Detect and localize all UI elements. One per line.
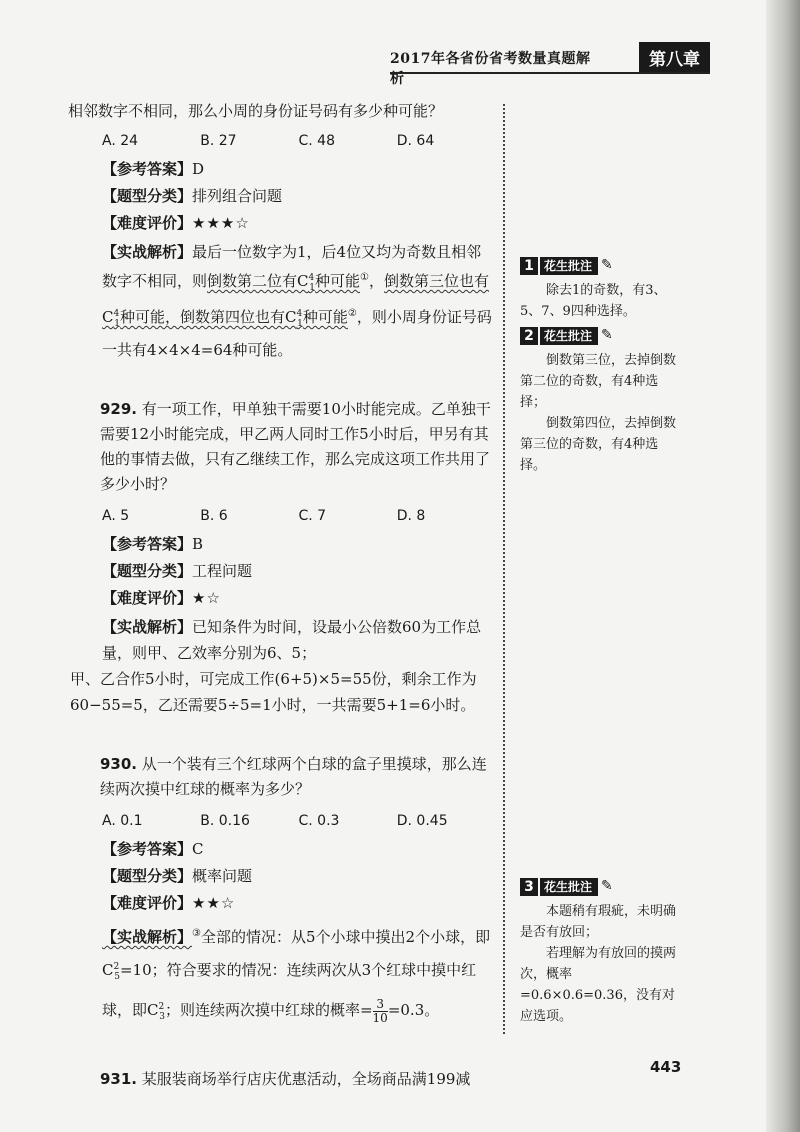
note-line: 本题稍有瑕疵，未明确是否有放回； — [520, 904, 677, 940]
q928-question-tail: 相邻数字不相同，那么小周的身份证号码有多少种可能？ — [68, 102, 444, 120]
analysis-label: 【实战解析】 — [102, 243, 193, 261]
comb-sup-3: 4 — [296, 309, 303, 319]
q929-option-b: B. 6 — [200, 508, 228, 524]
q929-number: 929. — [100, 400, 138, 418]
answer-label: 【参考答案】 — [102, 840, 193, 858]
type-value: 工程问题 — [192, 562, 253, 580]
q929-text: 有一项工作，甲单独干需要10小时能完成。乙单独干需要12小时能完成，甲乙两人同时工作5小时后，甲另有其他的事情去做，只有乙继续工作，那么完成这项工作共用了多少小时？ — [100, 400, 491, 493]
q930-question — [100, 752, 495, 802]
answer-label: 【参考答案】 — [102, 160, 193, 178]
q931-text: 某服装商场举行店庆优惠活动，全场商品满199减 — [141, 1070, 471, 1088]
q929-analysis-2: 甲、乙合作5小时，可完成工作(6+5)×5=55份，剩余工作为60−55=5，乙还需要5÷5=1小时，一共需要5+1=6小时。 — [70, 670, 477, 714]
q928-option-d: D. 64 — [396, 133, 435, 149]
chapter-badge: 第八章 — [639, 42, 710, 73]
q929-option-c: C. 7 — [298, 508, 327, 524]
analysis-text-4: =0.3。 — [387, 1001, 440, 1019]
q928-option-a: A. 24 — [102, 133, 139, 149]
q928-difficulty — [102, 212, 495, 235]
main-column — [70, 100, 495, 1090]
comb-sup-2: 4 — [113, 309, 120, 319]
note-number: 1 — [520, 257, 538, 275]
fraction-denominator: 10 — [372, 1010, 388, 1025]
page-number: 443 — [650, 1058, 682, 1076]
type-label: 【题型分类】 — [102, 187, 193, 205]
q930-option-d: D. 0.45 — [396, 813, 448, 829]
note-ref-3: ③ — [192, 928, 201, 939]
type-label: 【题型分类】 — [102, 867, 193, 885]
type-value: 概率问题 — [192, 867, 253, 885]
comb-sub-2: 1 — [114, 319, 120, 329]
q928-option-b: B. 27 — [200, 133, 237, 149]
side-note-3 — [520, 876, 678, 1027]
note-heading — [520, 255, 678, 276]
header-title: 2017年各省份省考数量真题解析 — [390, 51, 591, 87]
answer-value: C — [192, 840, 204, 858]
analysis-label: 【实战解析】 — [102, 618, 193, 636]
q931-number: 931. — [100, 1070, 138, 1088]
q930-option-c: C. 0.3 — [298, 813, 340, 829]
comb-sub: 1 — [309, 283, 315, 293]
peanut-pen-icon: ✎ — [601, 878, 613, 894]
q928-options — [102, 130, 495, 152]
q928-type — [102, 185, 495, 208]
q930-difficulty — [102, 892, 495, 915]
analysis-text-2: =10；符合要求的情况：连续两次从3个红球中摸中红球，即C — [102, 961, 477, 1019]
side-note-2 — [520, 325, 678, 476]
note-line: 倒数第三位，去掉倒数第二位的奇数，有4种选择； — [520, 353, 677, 410]
q930-option-a: A. 0.1 — [102, 813, 143, 829]
analysis-text-a: 最后一位数字为1，后4位又均为奇数且相邻数字不相同，则 — [102, 243, 482, 290]
comb-sup: 4 — [308, 273, 315, 283]
analysis-text-b: 倒数第二位有C — [207, 272, 309, 290]
analysis-text-h: ，则小周身份证号码一共有4×4×4=64种可能。 — [102, 308, 492, 359]
comb-sub-2: 3 — [159, 1012, 165, 1022]
answer-label: 【参考答案】 — [102, 535, 193, 553]
analysis-text-1: 已知条件为时间，设最小公倍数60为工作总量，则甲、乙效率分别为6、5； — [102, 618, 482, 662]
note-line: 若理解为有放回的摸两次，概率=0.6×0.6=0.36，没有对应选项。 — [520, 946, 677, 1024]
q930-answer — [102, 838, 495, 861]
difficulty-label: 【难度评价】 — [102, 589, 193, 607]
difficulty-stars: ★☆ — [192, 589, 221, 607]
q930-option-b: B. 0.16 — [200, 813, 250, 829]
note-label: 花生批注 — [540, 257, 598, 275]
probability-fraction — [373, 998, 388, 1025]
q930-type — [102, 865, 495, 888]
comb-sup-2: 2 — [158, 1002, 165, 1012]
q929-option-a: A. 5 — [102, 508, 130, 524]
note-label: 花生批注 — [540, 878, 598, 896]
q929-type — [102, 560, 495, 583]
note-heading — [520, 876, 678, 897]
analysis-text-e: 倒数第三位也有C — [102, 272, 489, 326]
analysis-text-f: 种可能，倒数第四位也有C — [119, 308, 297, 326]
analysis-label: 【实战解析】 — [102, 928, 193, 946]
peanut-pen-icon: ✎ — [601, 257, 613, 273]
analysis-text-c: 种可能 — [314, 272, 360, 290]
peanut-pen-icon: ✎ — [601, 327, 613, 343]
q930-analysis — [102, 919, 495, 1032]
note-label: 花生批注 — [540, 327, 598, 345]
q929-difficulty — [102, 587, 495, 610]
type-label: 【题型分类】 — [102, 562, 193, 580]
q928-analysis — [102, 239, 495, 363]
difficulty-stars: ★★★☆ — [192, 214, 250, 232]
difficulty-label: 【难度评价】 — [102, 894, 193, 912]
comb-sub-3: 1 — [297, 319, 303, 329]
note-number: 2 — [520, 327, 538, 345]
running-header — [390, 42, 710, 87]
difficulty-stars: ★★☆ — [192, 894, 236, 912]
note-heading — [520, 325, 678, 346]
analysis-text-d: ， — [368, 272, 384, 290]
q930-text: 从一个装有三个红球两个白球的盒子里摸球，那么连续两次摸中红球的概率为多少？ — [100, 755, 487, 798]
q931-question — [100, 1068, 495, 1090]
analysis-text-g: 种可能 — [302, 308, 348, 326]
difficulty-label: 【难度评价】 — [102, 214, 193, 232]
answer-value: B — [192, 535, 204, 553]
note-ref-1: ① — [359, 272, 369, 283]
page-edge-shadow — [766, 0, 800, 1132]
q929-answer — [102, 533, 495, 556]
q930-options — [102, 810, 495, 832]
comb-sub: 5 — [114, 972, 120, 982]
analysis-text-1: 全部的情况：从5个小球中摸出2个小球，即C — [102, 928, 491, 979]
q929-question — [100, 397, 495, 497]
note-line: 倒数第四位，去掉倒数第三位的奇数，有4种选择。 — [520, 416, 677, 473]
q928-answer — [102, 158, 495, 181]
fraction-numerator: 3 — [373, 998, 388, 1012]
analysis-text-3: ；则连续两次摸中红球的概率= — [164, 1001, 373, 1019]
q929-analysis — [102, 614, 495, 666]
answer-value: D — [192, 160, 205, 178]
q929-options — [102, 505, 495, 527]
note-number: 3 — [520, 878, 538, 896]
type-value: 排列组合问题 — [192, 187, 283, 205]
note-ref-2: ② — [347, 308, 357, 319]
q930-number: 930. — [100, 755, 138, 773]
analysis-underlined-1 — [207, 272, 360, 293]
q929-option-d: D. 8 — [396, 508, 426, 524]
column-divider — [503, 104, 505, 1034]
side-note-1 — [520, 255, 678, 322]
header-rule — [390, 72, 710, 74]
q928-option-c: C. 48 — [298, 133, 335, 149]
note-line: 除去1的奇数，有3、5、7、9四种选择。 — [520, 283, 667, 319]
comb-sup: 2 — [113, 962, 120, 972]
